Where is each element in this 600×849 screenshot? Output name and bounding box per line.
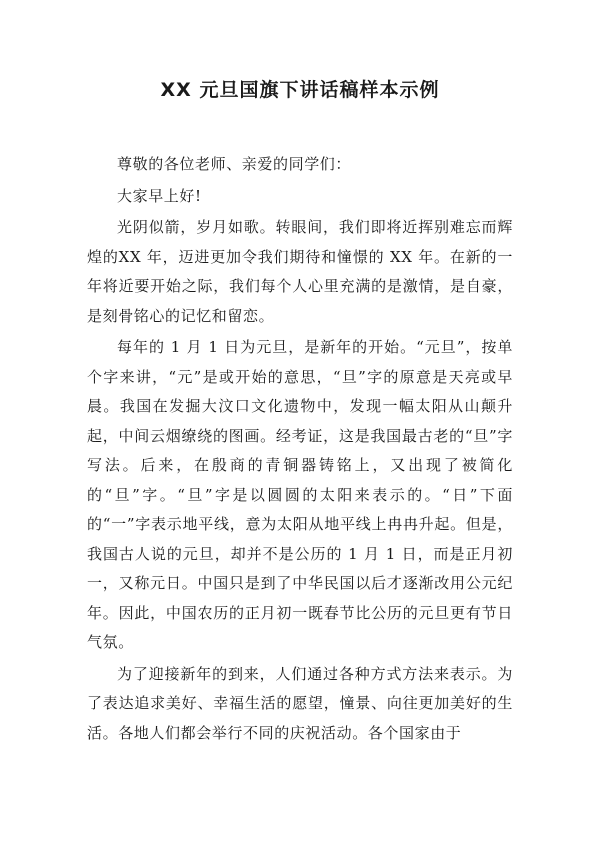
paragraph-2: 每年的 1 月 1 日为元旦，是新年的开始。“元旦”，按单个字来讲，“元”是或开始的意思，“旦”字的原意是天亮或早晨。我国在发掘大汶口文化遗物中，发现一幅太阳从山颠升起，中间云烟缭绕的图画。经考证，这是我国最古老的“旦”字写法。后来，在殷商的青铜器铸铭上，又出现了被简化的“旦”字。“旦”字是以圆圆的太阳来表示的。“日”下面的“一”字表示地平线，意为太阳从地平线上冉冉升起。但是，我国古人说的元旦，却并不是公历的 1 月 1 日，而是正月初一，又称元日。中国只是到了中华民国以后才逐渐改用公元纪年。因此，中国农历的正月初一既春节比公历的元旦更有节日气氛。	[87, 338, 513, 651]
document-title: XX 元旦国旗下讲话稿样本示例	[160, 79, 440, 101]
salutation: 尊敬的各位老师、亲爱的同学们：	[117, 155, 352, 173]
document-body	[87, 150, 513, 750]
paragraph-1: 光阴似箭，岁月如歌。转眼间，我们即将近挥别难忘而辉煌的XX 年，迈进更加令我们期待和憧憬的 XX 年。在新的一年将近要开始之际，我们每个人心里充满的是激情，是自豪，是刻骨铭心的记忆和留恋。	[87, 218, 513, 325]
greeting: 大家早上好!	[117, 186, 202, 205]
paragraph-3: 为了迎接新年的到来，人们通过各种方式方法来表示。为了表达追求美好、幸福生活的愿望，憧景、向往更加美好的生活。各地人们都会举行不同的庆祝活动。各个国家由于	[87, 664, 513, 742]
